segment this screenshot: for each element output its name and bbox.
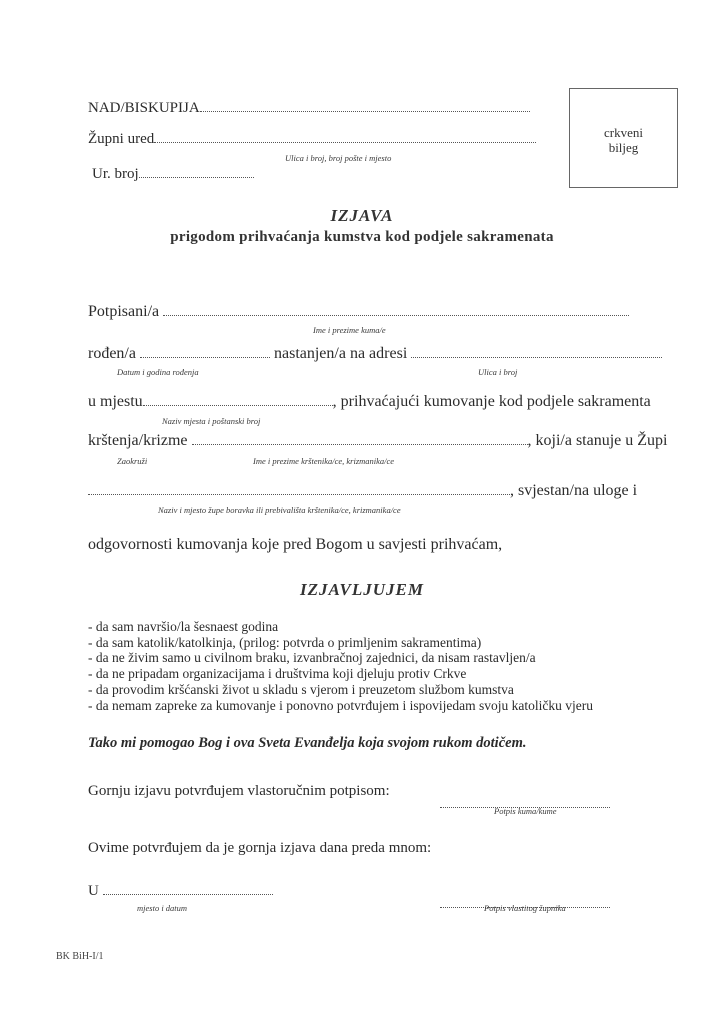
place-date-input-line[interactable] <box>103 893 273 895</box>
place-input-line[interactable] <box>143 404 333 406</box>
parish-field[interactable] <box>88 482 637 500</box>
sacrament-hint: Zaokruži <box>117 456 148 466</box>
declaration-item: - da ne pripadam organizacijama i društvima koji djeluju protiv Crkve <box>88 666 467 682</box>
declaration-item: - da ne živim samo u civilnom braku, izvanbračnoj zajednici, da nisam rastavljen/a <box>88 650 536 666</box>
parish-input-line[interactable] <box>88 493 510 495</box>
born-resident-field[interactable] <box>88 345 662 363</box>
parish-hint: Naziv i mjesto župe boravka ili prebivališta krštenika/ce, krizmanika/ce <box>158 505 401 515</box>
sacrament-label[interactable]: krštenja/krizme <box>88 432 188 449</box>
diocese-field[interactable] <box>88 100 530 117</box>
resides-text: , koji/a stanuje u Župi <box>527 432 668 449</box>
resident-hint: Ulica i broj <box>478 367 518 377</box>
place-label: u mjestu <box>88 393 143 410</box>
accepting-text: , prihvaćajući kumovanje kod podjele sakramenta <box>332 393 651 410</box>
form-code: BK BiH-I/1 <box>56 951 104 962</box>
confirm-text: Gornju izjavu potvrđujem vlastoručnim potpisom: <box>88 783 390 799</box>
stamp-line-2: biljeg <box>608 140 639 155</box>
diocese-input-line[interactable] <box>200 110 530 112</box>
ref-number-field[interactable] <box>92 166 254 183</box>
sacrament-field[interactable] <box>88 432 668 450</box>
declaration-item: - da sam navršio/la šesnaest godina <box>88 619 279 634</box>
born-hint: Datum i godina rođenja <box>117 367 199 377</box>
church-stamp-box <box>569 88 678 188</box>
parish-office-label: Župni ured <box>88 131 155 147</box>
oath-text: Tako mi pomogao Bog i ova Sveta Evanđelja koja svojom rukom dotičem. <box>88 735 527 751</box>
place-date-field[interactable] <box>88 883 273 900</box>
parish-office-hint: Ulica i broj, broj pošte i mjesto <box>285 153 392 163</box>
signed-hint: Ime i prezime kuma/e <box>313 325 386 335</box>
place-date-hint: mjesto i datum <box>137 903 188 913</box>
ref-number-label: Ur. broj <box>92 166 139 182</box>
responsibility-text: odgovornosti kumovanja koje pred Bogom u savjesti prihvaćam, <box>88 536 503 553</box>
place-hint: Naziv mjesta i poštanski broj <box>162 416 261 426</box>
declaration-list <box>88 619 593 713</box>
ref-number-input-line[interactable] <box>139 176 254 178</box>
declaration-item: - da sam katolik/katolkinja, (prilog: potvrda o primljenim sakramentima) <box>88 634 482 650</box>
signed-field[interactable] <box>88 303 629 321</box>
declaration-item: - da nemam zapreke za kumovanje i ponovno potvrđujem i ispovijedam svoju katoličku vjeru <box>88 697 593 713</box>
resident-label: nastanjen/a na adresi <box>273 345 408 362</box>
pastor-sign-hint: Potpis vlastitog župnika <box>484 903 566 913</box>
signed-label: Potpisani/a <box>88 303 160 320</box>
place-field[interactable] <box>88 393 651 411</box>
born-label: rođen/a <box>88 345 136 362</box>
place-prefix: U <box>88 883 99 899</box>
diocese-label: NAD/BISKUPIJA <box>88 100 200 116</box>
resident-input-line[interactable] <box>411 356 662 358</box>
candidate-input-line[interactable] <box>192 443 528 445</box>
godparent-sign-hint: Potpis kuma/kume <box>494 806 557 816</box>
document-title: IZJAVA <box>330 206 394 225</box>
signed-input-line[interactable] <box>163 314 629 316</box>
candidate-hint: Ime i prezime krštenika/ce, krizmanika/ce <box>253 456 395 466</box>
aware-text: , svjestan/na uloge i <box>510 482 638 499</box>
parish-office-input-line[interactable] <box>154 141 536 143</box>
stamp-line-1: crkveni <box>604 125 643 140</box>
declaration-heading: IZJAVLJUJEM <box>299 580 425 599</box>
parish-office-field[interactable] <box>88 131 536 148</box>
witness-text: Ovime potvrđujem da je gornja izjava dana preda mnom: <box>88 840 432 856</box>
born-input-line[interactable] <box>140 356 270 358</box>
declaration-item: - da provodim kršćanski život u skladu s vjerom i preuzetom službom kumstva <box>88 681 514 697</box>
document-subtitle: prigodom prihvaćanja kumstva kod podjele sakramenata <box>170 229 554 245</box>
